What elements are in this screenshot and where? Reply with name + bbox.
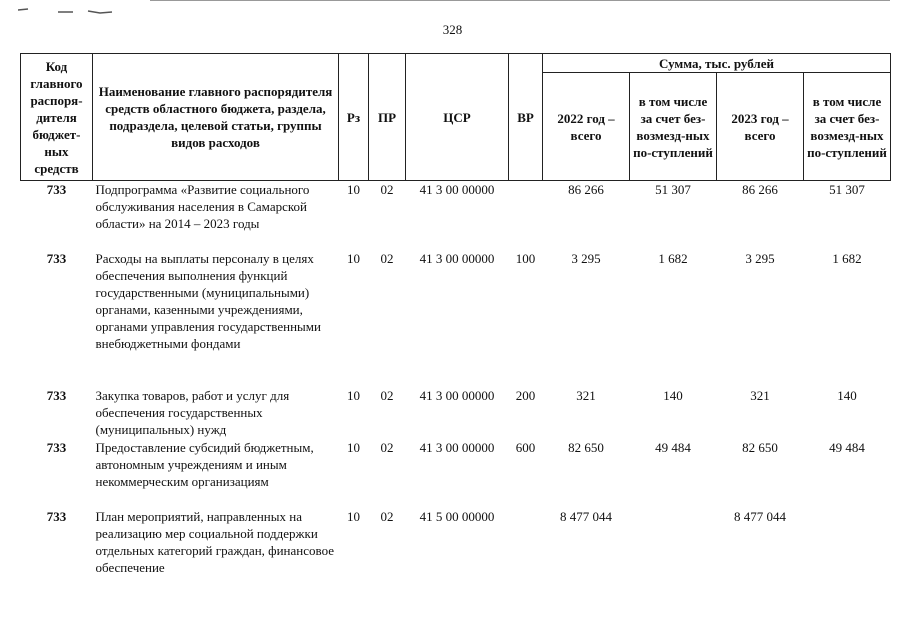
budget-table [20,53,891,577]
cell-csr: 41 3 00 00000 [419,250,495,266]
cell-2023-total: 3 295 [745,250,775,266]
cell-name: Предоставление субсидий бюджетным, автономным учреждениям и иным некоммерческим организациям [95,439,314,489]
header-2022-total: 2022 год – всего [543,73,630,181]
cell-rz: 10 [347,508,360,524]
cell-code: 733 [46,182,67,197]
table-row [21,439,891,508]
table-header [21,54,891,181]
cell-code: 733 [46,508,67,524]
header-vr: ВР [509,54,543,181]
cell-2022-total: 8 477 044 [560,508,612,524]
header-pr: ПР [369,54,406,181]
cell-pr: 02 [380,508,394,524]
cell-2022-free [630,508,717,577]
header-2022-free: в том числе за счет без-возмезд-ных по-ступлений [630,73,717,181]
cell-vr: 100 [515,250,536,266]
cell-vr: 200 [515,387,536,403]
cell-2022-free: 140 [663,387,683,403]
cell-vr: 600 [515,439,536,455]
cell-2022-total: 3 295 [571,250,601,266]
cell-2023-free: 49 484 [829,439,865,455]
table-body [21,181,891,577]
cell-code: 733 [46,439,67,455]
cell-rz: 10 [347,250,360,266]
page-number: 328 [442,22,463,37]
cell-code: 733 [46,250,67,266]
cell-2022-total: 321 [576,387,596,403]
cell-csr: 41 3 00 00000 [419,182,495,197]
cell-vr [509,508,543,577]
cell-name: Подпрограмма «Развитие социального обслуживания населения в Самарской области» на 2014 – 2023 годы [95,182,310,231]
scan-artifact-mark [18,6,113,14]
cell-2023-free: 140 [837,387,857,403]
table-row [21,387,891,439]
header-code: Код главного распоря-дителя бюджет-ных средств [21,54,93,181]
cell-pr: 02 [380,250,394,266]
cell-2022-free: 49 484 [655,439,691,455]
cell-pr: 02 [380,439,394,455]
cell-2023-free [804,508,891,577]
cell-pr: 02 [380,387,394,403]
cell-csr: 41 5 00 00000 [419,508,495,524]
cell-name: Закупка товаров, работ и услуг для обеспечения государственных (муниципальных) нужд [95,387,290,437]
cell-rz: 10 [347,387,360,403]
cell-csr: 41 3 00 00000 [419,387,495,403]
cell-vr [509,181,543,250]
cell-2022-total: 82 650 [568,439,604,455]
cell-name: Расходы на выплаты персоналу в целях обеспечения выполнения функций государственными (муниципальными) органами, казенными учреждениями, органами управления государственными внебюджетными фондами [95,250,321,351]
cell-2023-total: 8 477 044 [734,508,786,524]
cell-2022-free: 51 307 [655,182,691,197]
cell-2023-total: 321 [750,387,770,403]
table-row [21,181,891,250]
table-row [21,508,891,577]
cell-pr: 02 [380,182,394,197]
table-row [21,250,891,387]
header-csr: ЦСР [406,54,509,181]
header-2023-free: в том числе за счет без-возмезд-ных по-ступлений [804,73,891,181]
cell-2023-total: 86 266 [742,182,778,197]
header-sum: Сумма, тыс. рублей [543,54,891,73]
header-name: Наименование главного распорядителя средств областного бюджета, раздела, подраздела, целевой статьи, группы видов расходов [93,54,339,181]
cell-2022-free: 1 682 [658,250,688,266]
cell-name: План мероприятий, направленных на реализацию мер социальной поддержки отдельных категорий граждан, финансовое обеспечение [95,508,334,575]
cell-2022-total: 86 266 [568,182,604,197]
cell-rz: 10 [347,439,360,455]
cell-code: 733 [46,387,67,403]
scan-edge-line [150,0,890,1]
cell-2023-free: 51 307 [829,182,865,197]
header-2023-total: 2023 год – всего [717,73,804,181]
header-rz: Рз [339,54,369,181]
cell-rz: 10 [347,182,360,197]
cell-2023-free: 1 682 [832,250,862,266]
cell-csr: 41 3 00 00000 [419,439,495,455]
cell-2023-total: 82 650 [742,439,778,455]
